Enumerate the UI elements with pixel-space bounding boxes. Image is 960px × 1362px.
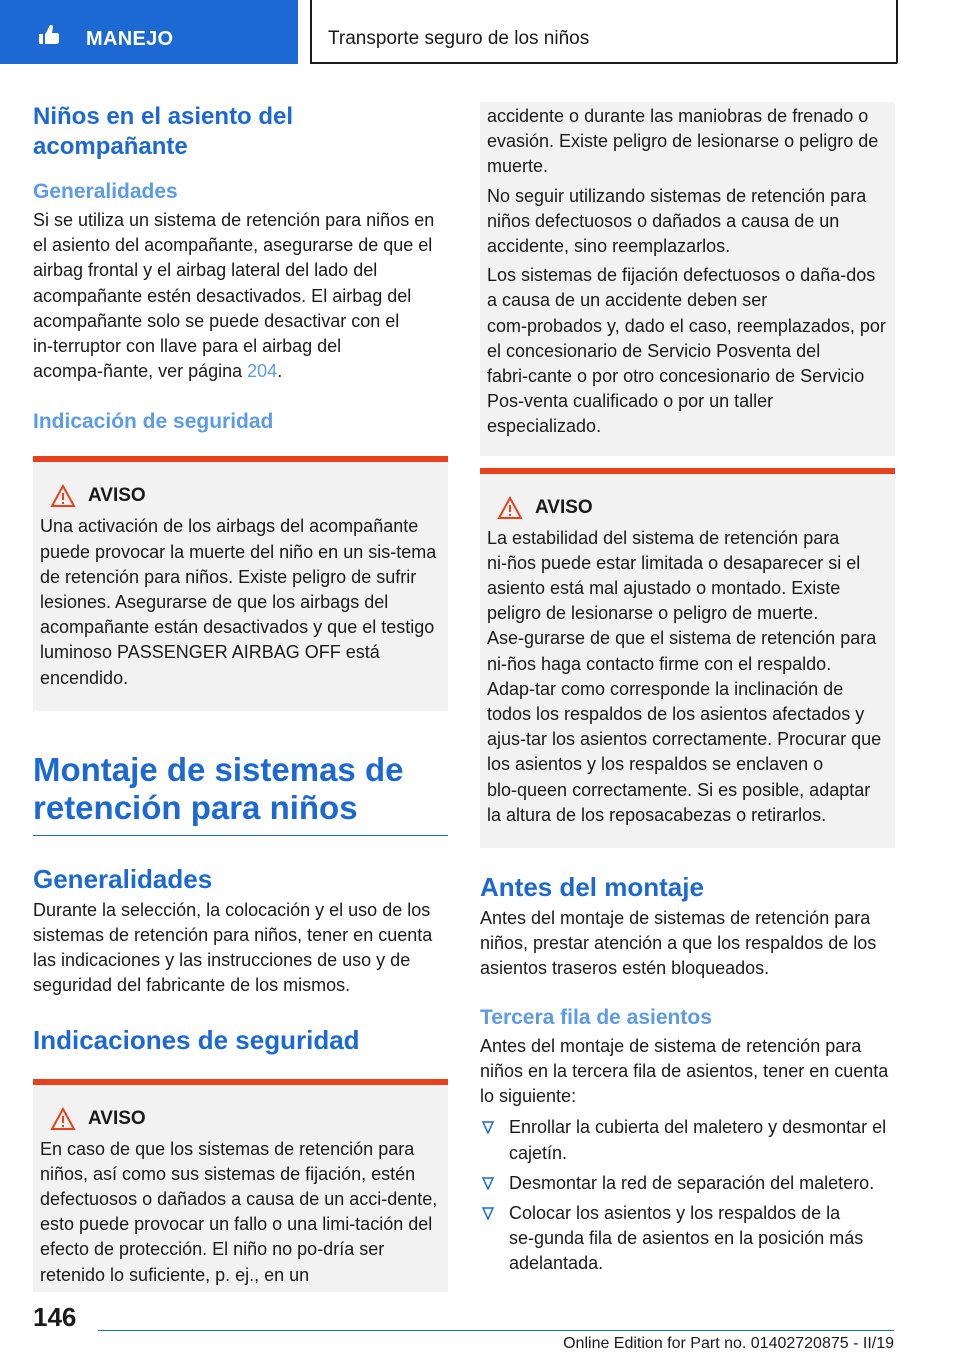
heading-children-front-seat: Niños en el asiento del acompañante [33, 103, 294, 160]
warning-box-3 [480, 468, 895, 848]
warning-box-2 [33, 1079, 448, 1292]
heading-safety-note: Indicación de seguridad [33, 410, 274, 434]
list-item-text: Desmontar la red de separación del maletero. [509, 1172, 875, 1193]
heading-before-mounting: Antes del montaje [480, 872, 704, 903]
bullet-triangle-icon [482, 1207, 494, 1220]
heading-general-2: Generalidades [33, 863, 213, 894]
paragraph-general-2: Durante la selección, la colocación y el uso de los sistemas de retención para niños, tener en cuenta las indicaciones y las instrucciones de uso y de seguridad del fabricante de los mismos. [33, 899, 433, 996]
list-item-text: Enrollar la cubierta del maletero y desmontar el cajetín. [509, 1117, 887, 1163]
chapter-tab[interactable] [0, 0, 298, 64]
chapter-label: MANEJO [86, 28, 174, 50]
page-header-title-box [310, 0, 898, 64]
list-item-text: Colocar los asientos y los respaldos de la se‑gunda fila de asientos en la posición más adelantada. [509, 1202, 864, 1274]
continuation-paragraph-3: Los sistemas de fijación defectuosos o daña‑dos a causa de un accidente deben ser com‑probados y, dado el caso, reemplazados, por el concesionario de Servicio Posventa del fabri‑cante o por otro concesionario de Servicio Pos‑venta cualificado o por un taller especializado. [487, 265, 886, 437]
warning-box [33, 456, 448, 710]
warning-triangle-icon [497, 496, 523, 520]
bullet-triangle-icon [482, 1121, 494, 1134]
steering-hand-icon [36, 22, 62, 48]
page-number: 146 [33, 1302, 77, 1332]
chapter-title: Transporte seguro de los niños [328, 28, 590, 49]
paragraph-general-text: Si se utiliza un sistema de retención para niños en el asiento del acompañante, asegurarse de que el airbag frontal y el airbag lateral del lado del acompañante estén desactivados. El airbag del acompañante solo se puede desactivar con el in‑terruptor con llave para el airbag del acompa‑ñante, ver página [33, 210, 435, 382]
page-reference-link[interactable]: 204 [247, 361, 278, 382]
bullet-triangle-icon [482, 1177, 494, 1190]
paragraph-general [33, 208, 448, 384]
section-title: Montaje de sistemas de retención para niños [33, 750, 404, 826]
warning-triangle-icon [50, 484, 76, 508]
list-item [480, 1171, 895, 1196]
steps-list [480, 1115, 895, 1276]
list-item [480, 1201, 895, 1277]
left-column [33, 102, 448, 1292]
heading-third-row: Tercera fila de asientos [480, 1005, 712, 1029]
section-heading-block [33, 751, 448, 836]
warning-continuation [480, 102, 895, 456]
warning-triangle-icon [50, 1107, 76, 1131]
warning-text-3: La estabilidad del sistema de retención para ni‑ños puede estar limitada o desaparecer si el asiento está mal ajustado o montado. Existe peligro de lesionarse o peligro de muerte. Ase‑gurarse de que el sistema de retención para ni‑ños haga contacto firme con el respaldo. Adap‑tar como corresponde la inclinación de todos los respaldos de los asientos afectados y ajus‑tar los asientos correctamente. Procurar que los asientos y los respaldos se enclaven o blo‑queen correctamente. Si es posible, adaptar la altura de los reposacabezas o retirarlos. [487, 527, 882, 825]
warning-text: Una activación de los airbags del acompañante puede provocar la muerte del niño en un sis‑tema de retención para niños. Existe peligro de sufrir lesiones. Asegurarse de que los airbags del acompañante están desactivados y que el testigo luminoso PASSENGER AIRBAG OFF está encendido. [40, 516, 437, 688]
warning-title: AVISO [88, 485, 146, 507]
paragraph-general-end: . [277, 361, 283, 382]
footer-edition: Online Edition for Part no. 01402720875 - II/19 [563, 1335, 894, 1352]
warning-title-2: AVISO [88, 1107, 146, 1129]
paragraph-third-row: Antes del montaje de sistema de retención para niños en la tercera fila de asientos, tener en cuenta lo siguiente: [480, 1035, 889, 1107]
heading-safety-notes: Indicaciones de seguridad [33, 1024, 360, 1055]
continuation-paragraph-2: No seguir utilizando sistemas de retención para niños defectuosos o dañados a causa de un accidente, sino reemplazarlos. [487, 185, 867, 257]
warning-text-2: En caso de que los sistemas de retención para niños, así como sus sistemas de fijación, estén defectuosos o dañados a causa de un acci‑dente, esto puede provocar un fallo o una limi‑tación del efecto de protección. El niño no po‑dría ser retenido lo suficiente, p. ej., en un [40, 1138, 438, 1285]
warning-title-3: AVISO [535, 496, 593, 518]
heading-general: Generalidades [33, 180, 178, 203]
right-column [480, 102, 895, 1282]
paragraph-before-mounting: Antes del montaje de sistemas de retención para niños, prestar atención a que los respaldos de los asientos traseros estén bloqueados. [480, 908, 877, 979]
list-item [480, 1115, 895, 1165]
footer-rule [98, 1330, 894, 1331]
continuation-paragraph-1: accidente o durante las maniobras de frenado o evasión. Existe peligro de lesionarse o peligro de muerte. [487, 106, 879, 177]
